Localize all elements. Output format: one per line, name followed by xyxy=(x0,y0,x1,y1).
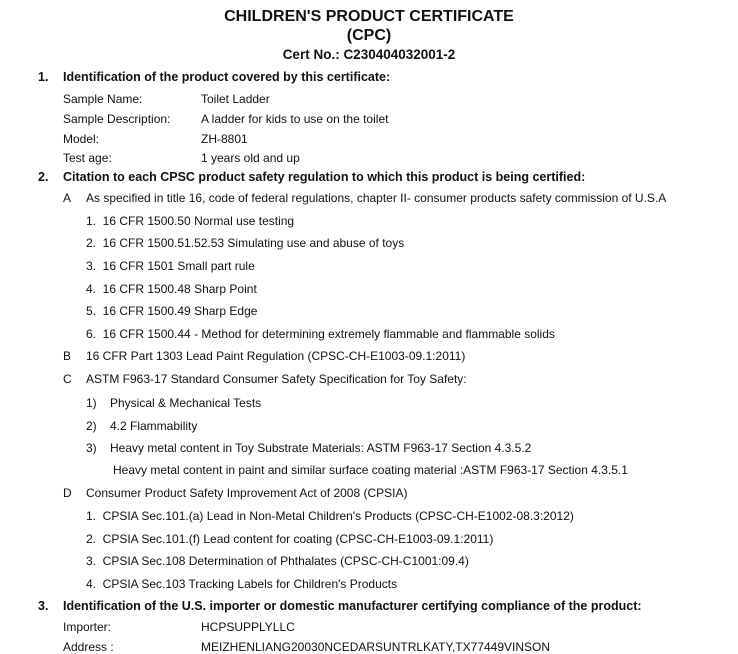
section-3-number: 3. xyxy=(38,599,49,613)
document-title: CHILDREN'S PRODUCT CERTIFICATE xyxy=(224,8,514,25)
astm-item-number: 2) xyxy=(86,419,97,433)
field-label-sample-name: Sample Name: xyxy=(63,92,143,106)
subsection-c-text: ASTM F963-17 Standard Consumer Safety Specification for Toy Safety: xyxy=(86,372,467,386)
field-value-model: ZH-8801 xyxy=(201,132,248,146)
astm-item-number: 1) xyxy=(86,396,97,410)
regulation-item: 5. 16 CFR 1500.49 Sharp Edge xyxy=(86,304,258,318)
subsection-a-letter: A xyxy=(63,191,72,205)
astm-item-continuation: Heavy metal content in paint and similar surface coating material :ASTM F963-17 Section 4.3.5.1 xyxy=(113,463,628,477)
field-value-sample-name: Toilet Ladder xyxy=(201,92,270,106)
section-1-heading: Identification of the product covered by this certificate: xyxy=(63,70,391,84)
field-label-test-age: Test age: xyxy=(63,151,112,165)
regulation-item: 1. 16 CFR 1500.50 Normal use testing xyxy=(86,214,295,228)
astm-item-text: Physical & Mechanical Tests xyxy=(110,396,262,410)
cpsia-item: 4. CPSIA Sec.103 Tracking Labels for Children's Products xyxy=(86,577,398,591)
astm-item-text: Heavy metal content in Toy Substrate Materials: ASTM F963-17 Section 4.3.5.2 xyxy=(110,441,532,455)
field-value-address: MEIZHENLIANG20030NCEDARSUNTRLKATY,TX77449VINSON xyxy=(201,640,551,654)
astm-item-text: 4.2 Flammability xyxy=(110,419,198,433)
field-label-sample-description: Sample Description: xyxy=(63,112,171,126)
subsection-b-text: 16 CFR Part 1303 Lead Paint Regulation (CPSC-CH-E1003-09.1:2011) xyxy=(86,349,466,363)
subsection-d-text: Consumer Product Safety Improvement Act of 2008 (CPSIA) xyxy=(86,486,408,500)
section-3-heading: Identification of the U.S. importer or domestic manufacturer certifying compliance of the product: xyxy=(63,599,642,613)
astm-item-number: 3) xyxy=(86,441,97,455)
subsection-a-text: As specified in title 16, code of federal regulations, chapter II- consumer products safety commission of U.S.A xyxy=(86,191,667,205)
regulation-item: 6. 16 CFR 1500.44 - Method for determining extremely flammable and flammable solids xyxy=(86,327,555,341)
section-2-number: 2. xyxy=(38,170,49,184)
cpsia-item: 2. CPSIA Sec.101.(f) Lead content for coating (CPSC-CH-E1003-09.1:2011) xyxy=(86,532,494,546)
section-1-number: 1. xyxy=(38,70,49,84)
field-value-sample-description: A ladder for kids to use on the toilet xyxy=(201,112,389,126)
field-value-test-age: 1 years old and up xyxy=(201,151,300,165)
field-label-importer: Importer: xyxy=(63,620,112,634)
regulation-item: 4. 16 CFR 1500.48 Sharp Point xyxy=(86,282,257,296)
subsection-b-letter: B xyxy=(63,349,72,363)
regulation-item: 3. 16 CFR 1501 Small part rule xyxy=(86,259,255,273)
subsection-c-letter: C xyxy=(63,372,72,386)
field-value-importer: HCPSUPPLYLLC xyxy=(201,620,295,634)
cpsia-item: 3. CPSIA Sec.108 Determination of Phthalates (CPSC-CH-C1001:09.4) xyxy=(86,554,469,568)
section-2-heading: Citation to each CPSC product safety regulation to which this product is being certified: xyxy=(63,170,586,184)
subsection-d-letter: D xyxy=(63,486,72,500)
document-subtitle: (CPC) xyxy=(346,27,392,44)
field-label-address: Address : xyxy=(63,640,114,654)
field-label-model: Model: xyxy=(63,132,100,146)
cpsia-item: 1. CPSIA Sec.101.(a) Lead in Non-Metal Children's Products (CPSC-CH-E1002-08.3:2012) xyxy=(86,509,574,523)
cert-number: Cert No.: C230404032001-2 xyxy=(282,47,456,62)
regulation-item: 2. 16 CFR 1500.51.52.53 Simulating use and abuse of toys xyxy=(86,236,405,250)
